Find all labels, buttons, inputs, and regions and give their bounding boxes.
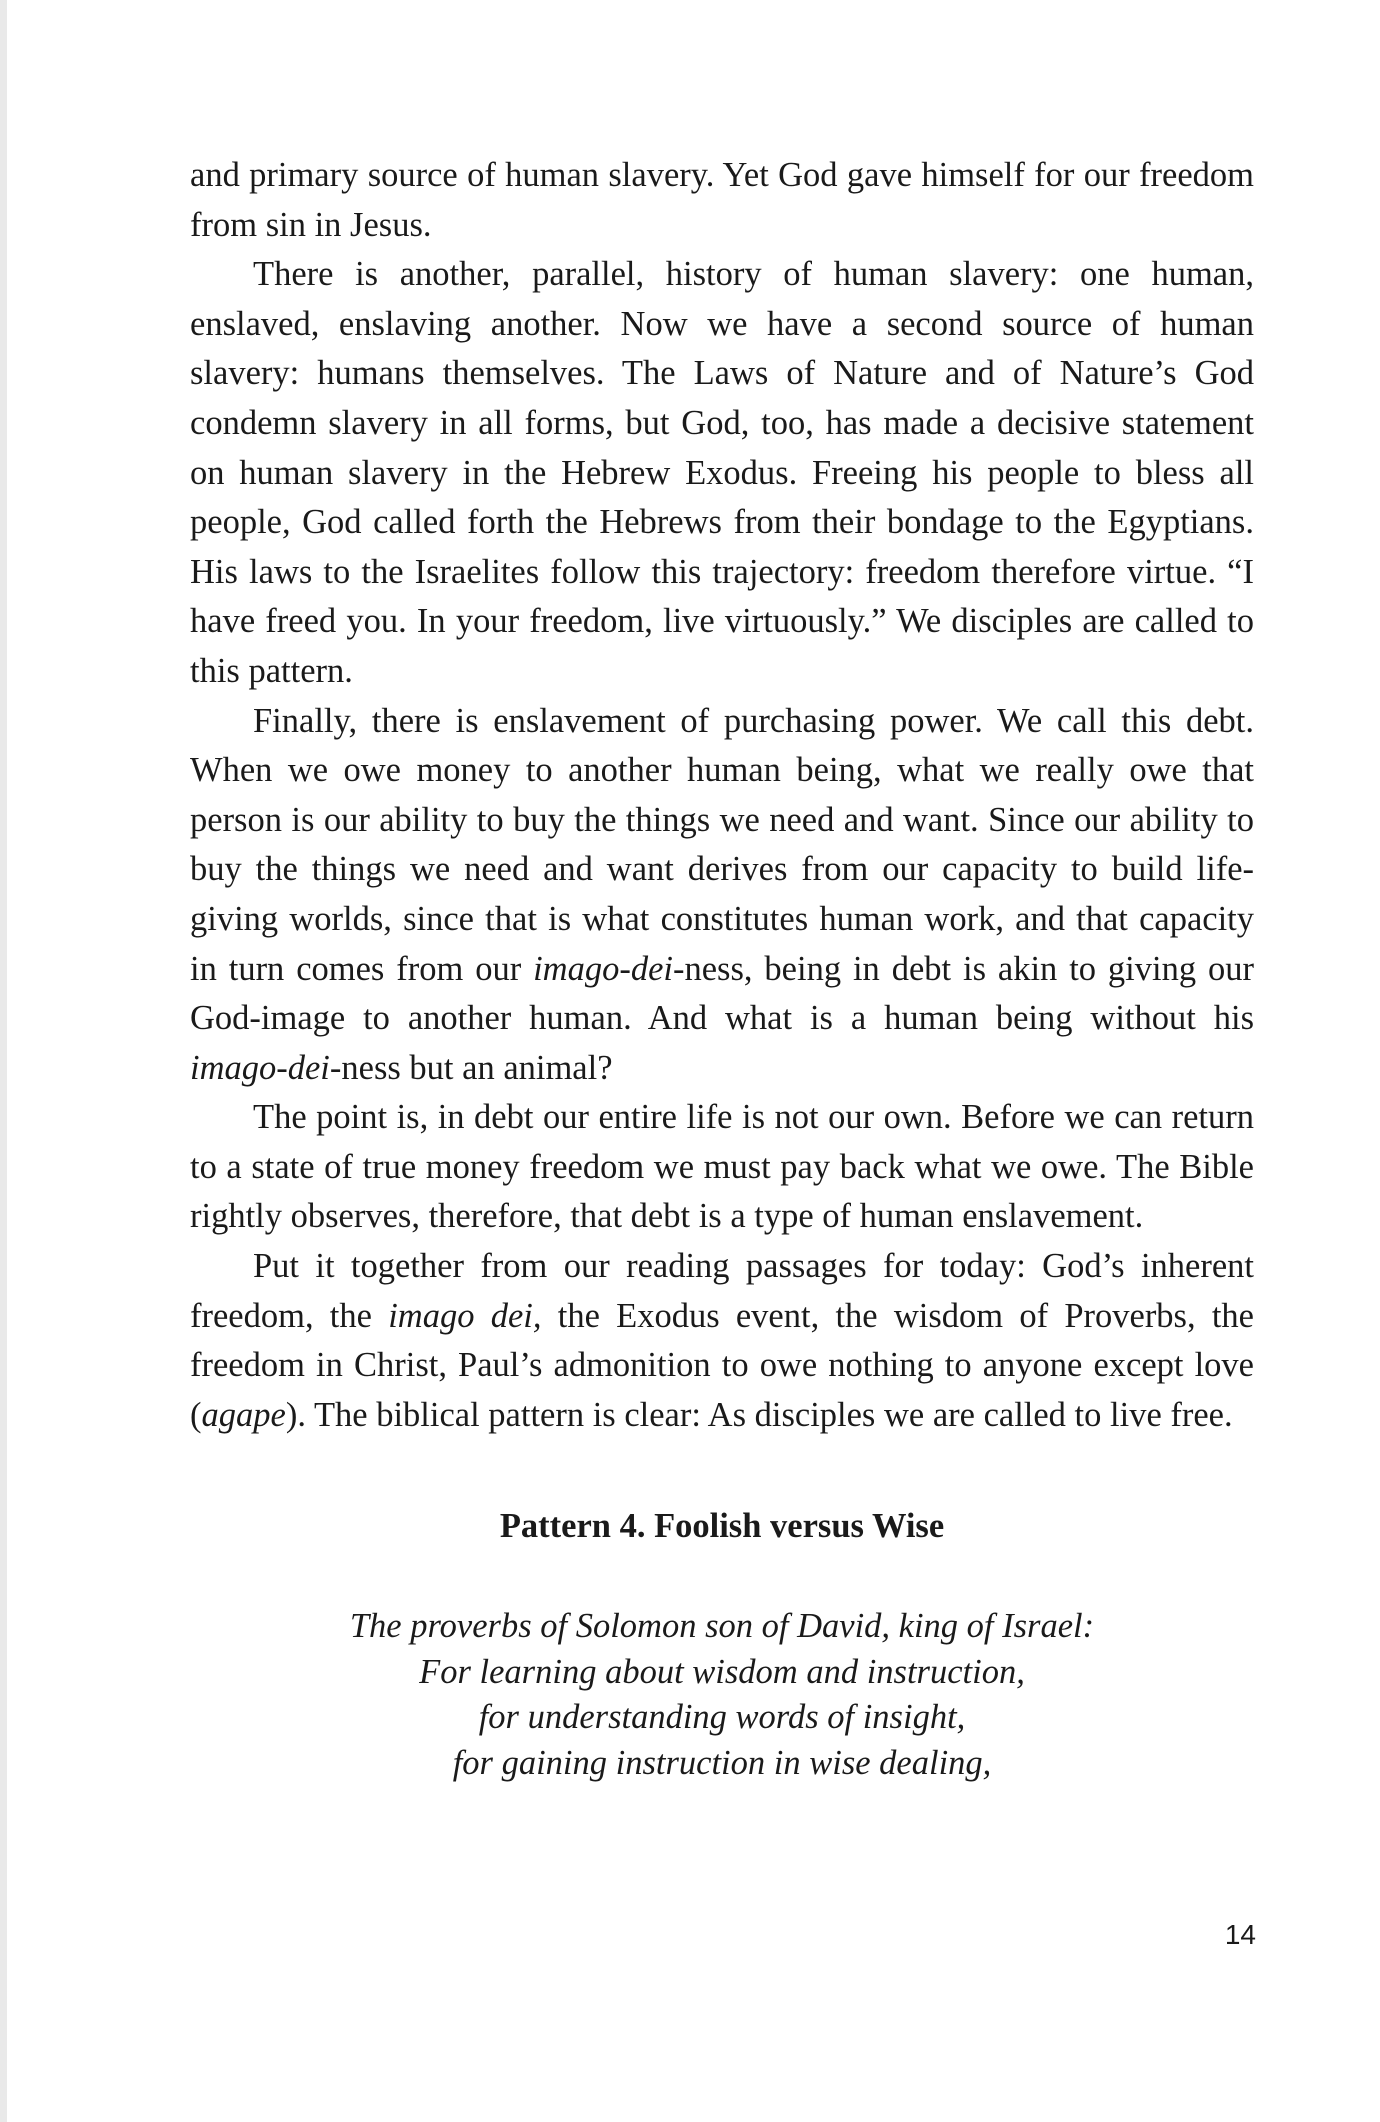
paragraph-4-text: The point is, in debt our entire life is not our own. Before we can return to a state of true money freedom we must pay back what we owe. The Bible rightly observes, therefore, that debt is a type of human enslavement. <box>190 1098 1254 1236</box>
paragraph-5-text-a: Put it together from our reading passages for today: God’s inherent freedom, the <box>190 1247 1254 1335</box>
paragraph-3-italic-b: imago-dei <box>190 1048 330 1087</box>
paragraph-5-italic-b: agape <box>201 1395 286 1434</box>
paragraph-1 <box>190 151 1254 250</box>
paragraph-4 <box>190 1093 1254 1242</box>
section-heading: Pattern 4. Foolish versus Wise <box>499 1507 945 1546</box>
page-number: 14 <box>1224 1919 1256 1950</box>
paragraph-5-italic-a: imago dei, <box>388 1296 542 1335</box>
paragraph-2 <box>190 250 1254 696</box>
verse-line: For learning about wisdom and instruction, <box>419 1652 1025 1691</box>
page-edge <box>0 0 7 2122</box>
paragraph-2-text: There is another, parallel, history of human slavery: one human, enslaved, enslaving another. Now we have a second source of human slavery: humans themselves. The Laws of Nature and of Nature’s God condemn slavery in all forms, but God, too, has made a decisive statement on human slavery in the Hebrew Exodus. Freeing his people to bless all people, God called forth the Hebrews from their bondage to the Egyptians. His laws to the Israelites follow this trajectory: freedom therefore virtue. “I have freed you. In your freedom, live virtuously.” We disciples are called to this pattern. <box>190 255 1254 690</box>
paragraph-3-text-b: ness, being in debt is akin to giving our God-image to another human. And what is a human being without his <box>190 949 1254 1038</box>
paragraph-1-text: and primary source of human slavery. Yet God gave himself for our freedom from sin in Jesus. <box>190 156 1254 244</box>
verse-line: for gaining instruction in wise dealing, <box>452 1743 992 1782</box>
paragraph-5-text-b: the Exodus event, the wisdom of Proverbs, the freedom in Christ, Paul’s admonition to owe nothing to anyone except love ( <box>190 1296 1254 1434</box>
body-text <box>190 151 1254 1786</box>
paragraph-5-text-c: ). The biblical pattern is clear: As disciples we are called to live free. <box>285 1395 1233 1434</box>
verse-line: for understanding words of insight, <box>478 1698 966 1737</box>
paragraph-3-text-c: -ness but an animal? <box>329 1048 613 1087</box>
paragraph-3-text-a: Finally, there is enslavement of purchasing power. We call this debt. When we owe money to another human being, what we really owe that person is our ability to buy the things we need and want. Since our ability to buy the things we need and want derives from our capacity to build life-giving worlds, since that is what constitutes human work, and that capacity in turn comes from our <box>190 701 1254 988</box>
verse-line: The proverbs of Solomon son of David, king of Israel: <box>349 1607 1095 1646</box>
paragraph-3-italic-a: imago-dei- <box>533 949 685 988</box>
scripture-quote <box>190 1604 1254 1786</box>
paragraph-5 <box>190 1242 1254 1440</box>
paragraph-3 <box>190 697 1254 1094</box>
